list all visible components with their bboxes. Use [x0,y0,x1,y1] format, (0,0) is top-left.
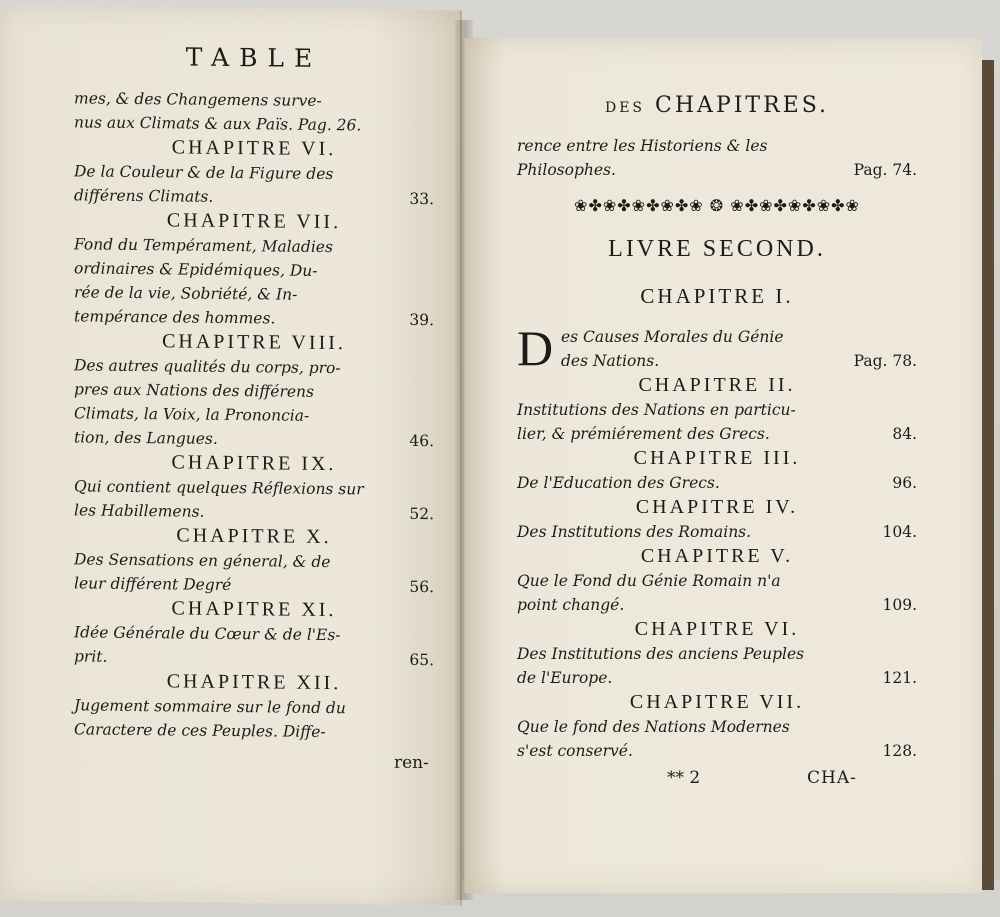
toc-entry [74,159,434,211]
page-number: 128. [882,742,917,760]
toc-entry-text: Jugement sommaire sur le fond du [74,696,346,718]
toc-entry-line [517,642,917,666]
page-number: 84. [892,425,917,443]
toc-entry-text: Fond du Tempérament, Maladies [74,235,333,257]
toc-entry-text: nus aux Climats & aux Païs. Pag. 26. [74,113,362,135]
toc-entry-line [74,571,434,599]
page-number: Pag. 74. [853,161,917,179]
first-entry [517,320,917,376]
continuation-line-1: rence entre les Historiens & les [517,137,768,155]
page-number: 65. [409,650,434,670]
toc-entry-line [74,425,434,453]
toc-entry-text: pres aux Nations des différens [74,380,314,401]
toc-entry [74,693,434,745]
toc-entry-text: Caractere de ces Peuples. Diffe- [74,720,326,741]
toc-entry [517,471,917,495]
toc-entry-text: Institutions des Nations en particu- [517,401,796,419]
toc-entry [517,398,917,446]
toc-entry-text: prit. [74,647,108,666]
chapter-heading: CHAPITRE IV. [635,496,799,518]
toc-entry-line [74,183,434,211]
page-number: 33. [409,189,434,209]
toc-entry [74,547,434,599]
toc-entry-line [517,666,917,690]
toc-entry-line [517,715,917,739]
page-number: Pag. 78. [853,352,917,370]
first-entry-line-2-text: des Nations. [561,352,660,370]
first-entry-line-1: es Causes Morales du Génie [561,328,784,346]
toc-entry [517,520,917,544]
toc-entry-line [517,398,917,422]
continuation-line-2 [517,158,917,182]
toc-entry [74,620,434,672]
toc-entry-text: tempérance des hommes. [74,307,276,328]
toc-entry-text: Que le fond des Nations Modernes [517,718,790,736]
toc-entry-text: rée de la vie, Sobriété, & In- [74,283,298,304]
ornament-band: ❀✤❀✤❀✤❀✤❀ ❂ ❀✤❀✤❀✤❀✤❀ [574,196,860,215]
toc-entry-text: Des autres qualités du corps, pro- [74,356,341,378]
toc-entry-line [517,520,917,544]
chapter-heading: CHAPITRE XII. [166,670,342,695]
chapter-heading: CHAPITRE VIII. [162,330,346,355]
toc-entry [74,232,434,332]
chapter-heading: CHAPITRE I. [640,284,794,308]
toc-entry-text: Des Institutions des Romains. [517,523,752,541]
page-number: 46. [409,431,434,451]
toc-entry-text: Climats, la Voix, la Prononcia- [74,404,310,425]
chapter-heading: CHAPITRE XI. [171,597,337,622]
toc-entry-text: leur différent Degré [74,574,232,595]
chapter-heading: CHAPITRE VII. [166,209,342,234]
toc-entry-text: Idée Générale du Cœur & de l'Es- [74,623,341,645]
running-head-prefix: DES [604,100,646,116]
toc-entry [74,474,434,526]
toc-entry-line [517,471,917,495]
right-page-column [517,86,917,793]
chapter-heading: CHAPITRE VI. [634,618,800,640]
toc-entry-line [74,498,434,526]
drop-cap-letter: D [517,320,554,376]
chapter-heading: CHAPITRE IX. [171,451,337,476]
toc-entry [74,86,434,138]
toc-entry-text: lier, & prémiérement des Grecs. [517,425,770,443]
chapter-heading: CHAPITRE V. [640,545,794,567]
left-page-column [74,36,434,745]
toc-entry-line [74,717,434,745]
chapter-heading: CHAPITRE X. [176,524,332,549]
page-footer [517,767,917,793]
book-cover-edge [982,60,994,890]
toc-entry-line [517,422,917,446]
toc-entry-text: De la Couleur & de la Figure des [74,162,334,184]
toc-entry-text: De l'Education des Grecs. [517,474,720,492]
toc-entry-line [517,569,917,593]
toc-entry-text: Qui contient quelques Réflexions sur [74,477,364,499]
toc-entry-text: Des Sensations en géneral, & de [74,550,331,572]
page-number: 96. [892,474,917,492]
toc-entry [517,569,917,617]
left-entries [74,86,434,745]
catchword-right: CHA- [807,768,857,788]
page-number: 121. [882,669,917,687]
toc-entry-line [74,644,434,672]
catchword-left: ren- [394,752,429,774]
toc-entry-text: tion, des Langues. [74,428,218,448]
toc-entry-line [74,110,434,138]
page-number: 52. [409,504,434,524]
page-number: 56. [409,577,434,597]
toc-entry-text: mes, & des Changemens surve- [74,89,322,110]
toc-entry-text: s'est conservé. [517,742,633,760]
left-page [0,6,462,906]
chapter-heading: CHAPITRE II. [638,374,796,396]
page-number: 39. [409,310,434,330]
toc-entry-line [74,304,434,332]
toc-entry [517,642,917,690]
signature-mark: ** 2 [667,768,701,788]
page-number: 109. [882,596,917,614]
chapter-heading: CHAPITRE III. [633,447,801,469]
toc-entry [74,353,434,453]
chapter-heading: CHAPITRE VII. [629,691,805,713]
livre-second-heading: LIVRE SECOND. [608,236,826,262]
running-head-main: CHAPITRES. [655,93,830,118]
toc-entry-text: Des Institutions des anciens Peuples [517,645,805,663]
continuation-entry [517,134,917,182]
running-head-table: TABLE [185,42,323,73]
toc-entry-text: différens Climats. [74,186,214,206]
first-entry-line-2 [561,349,917,373]
right-page [464,38,982,893]
chapter-heading: CHAPITRE VI. [171,136,337,161]
toc-entry-text: ordinaires & Epidémiques, Du- [74,259,318,280]
toc-entry [517,715,917,763]
toc-entry-line [517,593,917,617]
toc-entry-text: de l'Europe. [517,669,613,687]
running-head-chapitres [517,86,917,128]
toc-entry-text: Que le Fond du Génie Romain n'a [517,572,781,590]
toc-entry-text: les Habillemens. [74,501,205,521]
page-number: 104. [882,523,917,541]
right-entries [517,373,917,763]
continuation-line-2-text: Philosophes. [517,161,616,179]
toc-entry-line [517,739,917,763]
toc-entry-text: point changé. [517,596,625,614]
